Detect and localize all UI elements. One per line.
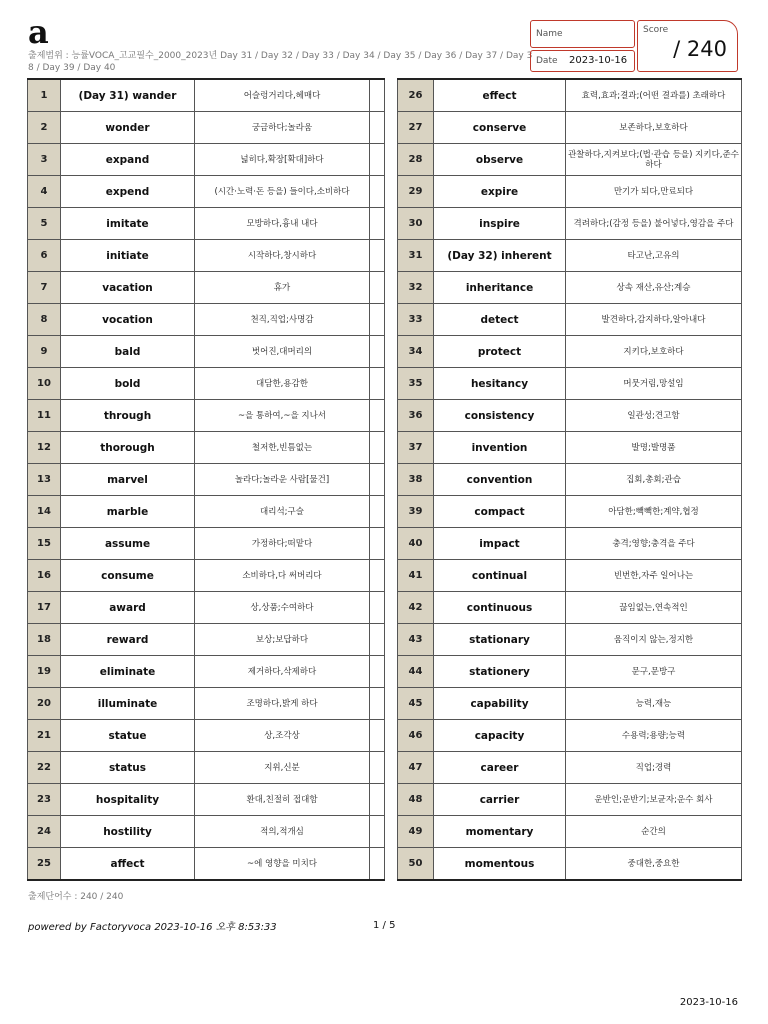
row-number: 38	[398, 464, 434, 496]
table-row	[398, 144, 742, 176]
row-number: 49	[398, 816, 434, 848]
vocab-word: marble	[61, 496, 195, 528]
row-number: 28	[398, 144, 434, 176]
row-number: 8	[28, 304, 61, 336]
vocab-meaning: 발명;발명품	[566, 432, 742, 464]
vocab-meaning: 충격;영향;충격을 주다	[566, 528, 742, 560]
vocab-word: initiate	[61, 240, 195, 272]
vocab-table-right	[397, 78, 742, 881]
table-row	[28, 112, 385, 144]
table-row	[28, 592, 385, 624]
vocab-meaning: 머뭇거림,망설임	[566, 368, 742, 400]
row-number: 45	[398, 688, 434, 720]
row-number: 39	[398, 496, 434, 528]
vocab-word: continuous	[434, 592, 566, 624]
vocab-meaning: 움직이지 않는,정지한	[566, 624, 742, 656]
vocab-meaning: 순간의	[566, 816, 742, 848]
row-number: 2	[28, 112, 61, 144]
vocab-meaning: 직업;경력	[566, 752, 742, 784]
row-number: 24	[28, 816, 61, 848]
vocab-word: carrier	[434, 784, 566, 816]
vocab-word: consume	[61, 560, 195, 592]
row-number: 12	[28, 432, 61, 464]
table-row	[398, 752, 742, 784]
table-row	[28, 688, 385, 720]
date-value: 2023-10-16	[569, 55, 628, 66]
vocab-meaning: 수용력;용량;능력	[566, 720, 742, 752]
vocab-meaning: 만기가 되다,만료되다	[566, 176, 742, 208]
row-number: 1	[28, 79, 61, 112]
vocab-meaning: 일관성;견고함	[566, 400, 742, 432]
table-row	[398, 304, 742, 336]
vocab-word: capacity	[434, 720, 566, 752]
row-number: 50	[398, 848, 434, 881]
table-row	[28, 336, 385, 368]
table-row	[398, 432, 742, 464]
vocab-word: convention	[434, 464, 566, 496]
row-number: 48	[398, 784, 434, 816]
vocab-word: hesitancy	[434, 368, 566, 400]
answer-margin	[370, 656, 385, 688]
table-row	[398, 720, 742, 752]
vocab-word: stationary	[434, 624, 566, 656]
row-number: 37	[398, 432, 434, 464]
vocab-meaning: 철저한,빈틈없는	[195, 432, 370, 464]
table-row	[398, 464, 742, 496]
table-row	[28, 304, 385, 336]
answer-margin	[370, 208, 385, 240]
brand-logo: a	[28, 13, 49, 51]
powered-by: powered by Factoryvoca 2023-10-16 오후 8:53:33	[28, 922, 277, 933]
row-number: 43	[398, 624, 434, 656]
score-label: Score	[643, 25, 669, 35]
table-row	[28, 464, 385, 496]
row-number: 10	[28, 368, 61, 400]
table-row	[398, 400, 742, 432]
table-row	[398, 624, 742, 656]
row-number: 5	[28, 208, 61, 240]
vocab-meaning: 천직,직업;사명감	[195, 304, 370, 336]
row-number: 35	[398, 368, 434, 400]
table-row	[398, 592, 742, 624]
answer-margin	[370, 592, 385, 624]
vocab-word: inspire	[434, 208, 566, 240]
row-number: 9	[28, 336, 61, 368]
vocab-meaning: 상,상품;수여하다	[195, 592, 370, 624]
vocab-word: inheritance	[434, 272, 566, 304]
row-number: 3	[28, 144, 61, 176]
row-number: 29	[398, 176, 434, 208]
vocab-word: through	[61, 400, 195, 432]
row-number: 20	[28, 688, 61, 720]
row-number: 34	[398, 336, 434, 368]
score-box[interactable]	[637, 20, 738, 72]
answer-margin	[370, 848, 385, 881]
vocab-meaning: 보존하다,보호하다	[566, 112, 742, 144]
vocab-word: career	[434, 752, 566, 784]
row-number: 4	[28, 176, 61, 208]
answer-margin	[370, 304, 385, 336]
vocab-meaning: 조명하다,밝게 하다	[195, 688, 370, 720]
vocab-word: assume	[61, 528, 195, 560]
vocab-word: capability	[434, 688, 566, 720]
vocab-meaning: 제거하다,삭제하다	[195, 656, 370, 688]
table-row	[28, 240, 385, 272]
vocab-meaning: 모방하다,흉내 내다	[195, 208, 370, 240]
row-number: 7	[28, 272, 61, 304]
answer-margin	[370, 624, 385, 656]
vocab-word: affect	[61, 848, 195, 881]
vocab-meaning: 소비하다,다 써버리다	[195, 560, 370, 592]
vocab-word: momentous	[434, 848, 566, 881]
table-row	[398, 368, 742, 400]
vocab-meaning: ~을 통하여,~을 지나서	[195, 400, 370, 432]
table-row	[28, 624, 385, 656]
row-number: 15	[28, 528, 61, 560]
row-number: 19	[28, 656, 61, 688]
test-range: 출제범위 : 능률VOCA_고교필수_2000_2023년 Day 31 / Day 32 / Day 33 / Day 34 / Day 35 / Day 36 / Day 37 / Day 38 / Day 39 / Day 40	[28, 51, 533, 73]
row-number: 16	[28, 560, 61, 592]
vocab-meaning: 적의,적개심	[195, 816, 370, 848]
row-number: 32	[398, 272, 434, 304]
answer-margin	[370, 400, 385, 432]
vocab-word: statue	[61, 720, 195, 752]
vocab-word: conserve	[434, 112, 566, 144]
vocab-word: bold	[61, 368, 195, 400]
row-number: 26	[398, 79, 434, 112]
vocab-word: reward	[61, 624, 195, 656]
table-row	[28, 432, 385, 464]
vocab-word: impact	[434, 528, 566, 560]
answer-margin	[370, 112, 385, 144]
answer-margin	[370, 368, 385, 400]
table-row	[398, 848, 742, 881]
vocab-word: detect	[434, 304, 566, 336]
vocab-meaning: 관찰하다,지켜보다;(법·관습 등을) 지키다,준수하다	[566, 144, 742, 176]
answer-margin	[370, 720, 385, 752]
vocab-word: thorough	[61, 432, 195, 464]
table-row	[28, 208, 385, 240]
table-row	[28, 720, 385, 752]
vocab-table-left	[27, 78, 385, 881]
vocab-meaning: 대담한,용감한	[195, 368, 370, 400]
page-number: 1 / 5	[373, 920, 396, 931]
row-number: 41	[398, 560, 434, 592]
row-number: 18	[28, 624, 61, 656]
vocab-word: award	[61, 592, 195, 624]
word-count: 출제단어수 : 240 / 240	[28, 892, 124, 902]
table-row	[398, 688, 742, 720]
vocab-word: imitate	[61, 208, 195, 240]
vocab-word: vacation	[61, 272, 195, 304]
answer-margin	[370, 784, 385, 816]
answer-margin	[370, 144, 385, 176]
vocab-meaning: 놀라다;놀라운 사람[물건]	[195, 464, 370, 496]
table-row	[398, 336, 742, 368]
table-row	[398, 79, 742, 112]
vocab-word: status	[61, 752, 195, 784]
vocab-meaning: 시작하다,창시하다	[195, 240, 370, 272]
vocab-word: (Day 32) inherent	[434, 240, 566, 272]
row-number: 42	[398, 592, 434, 624]
row-number: 31	[398, 240, 434, 272]
vocab-meaning: 효력,효과;결과;(어떤 결과를) 초래하다	[566, 79, 742, 112]
table-row	[28, 560, 385, 592]
table-row	[398, 784, 742, 816]
vocab-word: effect	[434, 79, 566, 112]
vocab-meaning: 문구,문방구	[566, 656, 742, 688]
vocab-word: eliminate	[61, 656, 195, 688]
answer-margin	[370, 176, 385, 208]
answer-margin	[370, 528, 385, 560]
row-number: 11	[28, 400, 61, 432]
row-number: 27	[398, 112, 434, 144]
vocab-meaning: 끊임없는,연속적인	[566, 592, 742, 624]
vocab-meaning: 격려하다;(감정 등을) 불어넣다,영감을 주다	[566, 208, 742, 240]
answer-margin	[370, 432, 385, 464]
row-number: 13	[28, 464, 61, 496]
vocab-word: expend	[61, 176, 195, 208]
vocab-word: protect	[434, 336, 566, 368]
vocab-word: illuminate	[61, 688, 195, 720]
vocab-meaning: 빈번한,자주 일어나는	[566, 560, 742, 592]
table-row	[398, 560, 742, 592]
vocab-meaning: 발견하다,감지하다,알아내다	[566, 304, 742, 336]
vocab-word: compact	[434, 496, 566, 528]
table-row	[398, 208, 742, 240]
vocab-word: hostility	[61, 816, 195, 848]
vocab-meaning: 능력,재능	[566, 688, 742, 720]
vocab-meaning: 운반인;운반기;보균자;운수 회사	[566, 784, 742, 816]
vocab-meaning: 가정하다;떠맡다	[195, 528, 370, 560]
vocab-word: bald	[61, 336, 195, 368]
table-row	[28, 848, 385, 881]
row-number: 46	[398, 720, 434, 752]
vocab-meaning: 집회,총회;관습	[566, 464, 742, 496]
vocab-meaning: (시간·노력·돈 등을) 들이다,소비하다	[195, 176, 370, 208]
vocab-word: expire	[434, 176, 566, 208]
table-row	[398, 240, 742, 272]
vocab-meaning: 보상;보답하다	[195, 624, 370, 656]
answer-margin	[370, 496, 385, 528]
table-row	[28, 176, 385, 208]
vocab-meaning: 아담한;빽빽한;계약,협정	[566, 496, 742, 528]
vocab-meaning: 타고난,고유의	[566, 240, 742, 272]
vocab-word: continual	[434, 560, 566, 592]
vocab-meaning: 벗어진,대머리의	[195, 336, 370, 368]
row-number: 47	[398, 752, 434, 784]
vocab-meaning: 상,조각상	[195, 720, 370, 752]
table-row	[398, 528, 742, 560]
answer-margin	[370, 464, 385, 496]
table-row	[28, 144, 385, 176]
score-total: / 240	[673, 37, 727, 61]
row-number: 36	[398, 400, 434, 432]
table-row	[28, 656, 385, 688]
row-number: 30	[398, 208, 434, 240]
vocab-word: hospitality	[61, 784, 195, 816]
table-row	[28, 79, 385, 112]
table-row	[28, 816, 385, 848]
answer-margin	[370, 336, 385, 368]
name-box[interactable]	[530, 20, 635, 48]
row-number: 21	[28, 720, 61, 752]
table-row	[28, 496, 385, 528]
row-number: 25	[28, 848, 61, 881]
table-row	[398, 816, 742, 848]
answer-margin	[370, 79, 385, 112]
vocab-meaning: 지키다,보호하다	[566, 336, 742, 368]
vocab-meaning: 중대한,중요한	[566, 848, 742, 881]
answer-margin	[370, 688, 385, 720]
vocab-meaning: ~에 영향을 미치다	[195, 848, 370, 881]
row-number: 6	[28, 240, 61, 272]
vocab-word: consistency	[434, 400, 566, 432]
vocab-meaning: 상속 재산,유산;계승	[566, 272, 742, 304]
vocab-word: wonder	[61, 112, 195, 144]
vocab-meaning: 대리석;구슬	[195, 496, 370, 528]
vocab-word: expand	[61, 144, 195, 176]
row-number: 33	[398, 304, 434, 336]
answer-margin	[370, 816, 385, 848]
vocab-meaning: 지위,신분	[195, 752, 370, 784]
vocab-word: marvel	[61, 464, 195, 496]
table-row	[28, 752, 385, 784]
table-row	[398, 496, 742, 528]
table-row	[398, 112, 742, 144]
table-row	[28, 400, 385, 432]
vocab-meaning: 궁금하다;놀라움	[195, 112, 370, 144]
answer-margin	[370, 240, 385, 272]
vocab-word: observe	[434, 144, 566, 176]
row-number: 17	[28, 592, 61, 624]
vocab-word: vocation	[61, 304, 195, 336]
vocab-word: invention	[434, 432, 566, 464]
table-row	[398, 272, 742, 304]
vocab-meaning: 휴가	[195, 272, 370, 304]
table-row	[28, 272, 385, 304]
date-label: Date	[536, 56, 558, 66]
vocab-word: (Day 31) wander	[61, 79, 195, 112]
table-row	[28, 784, 385, 816]
table-row	[398, 656, 742, 688]
vocab-meaning: 환대,친절히 접대함	[195, 784, 370, 816]
answer-margin	[370, 752, 385, 784]
row-number: 22	[28, 752, 61, 784]
name-label: Name	[536, 29, 563, 39]
vocab-word: momentary	[434, 816, 566, 848]
table-row	[28, 368, 385, 400]
row-number: 23	[28, 784, 61, 816]
answer-margin	[370, 560, 385, 592]
row-number: 44	[398, 656, 434, 688]
answer-margin	[370, 272, 385, 304]
table-row	[28, 528, 385, 560]
row-number: 40	[398, 528, 434, 560]
row-number: 14	[28, 496, 61, 528]
table-row	[398, 176, 742, 208]
vocab-meaning: 넓히다,확장[확대]하다	[195, 144, 370, 176]
date-box	[530, 50, 635, 72]
vocab-meaning: 어슬렁거리다,헤매다	[195, 79, 370, 112]
vocab-word: stationery	[434, 656, 566, 688]
footer-date: 2023-10-16	[679, 997, 738, 1008]
